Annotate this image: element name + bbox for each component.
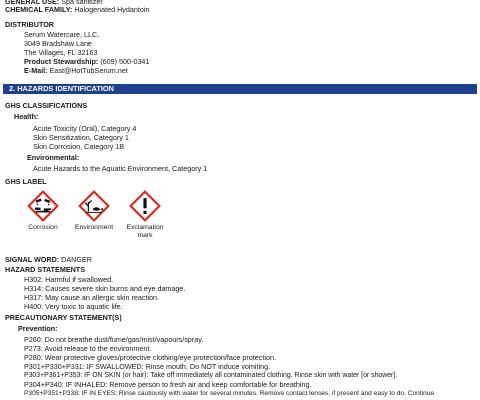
distributor-street: 3049 Bradshaw Lane bbox=[24, 39, 92, 48]
prevention-statement: P273: Avoid release to the environment. bbox=[24, 344, 152, 353]
prevention-statement: P301+P330+P331: IF SWALLOWED: Rinse mouth. Do NOT induce vomiting. bbox=[24, 362, 271, 371]
distributor-name: Serum Watercare, LLC. bbox=[24, 30, 100, 39]
prevention-statement: P260: Do not breathe dust/fume/gas/mist/vapours/spray. bbox=[24, 335, 204, 344]
general-use-value: Spa sanitizer bbox=[61, 0, 103, 6]
signal-word-line bbox=[5, 255, 92, 264]
corrosion-icon bbox=[27, 190, 59, 222]
product-stewardship-line bbox=[24, 57, 149, 66]
email-line bbox=[24, 66, 128, 75]
email-link[interactable]: East@HotTubSerum.net bbox=[49, 66, 128, 75]
pictogram-label: Environment bbox=[74, 224, 114, 231]
pictogram-exclamation bbox=[115, 190, 175, 240]
exclamation-icon bbox=[129, 190, 161, 222]
hazard-statement: H314: Causes severe skin burns and eye damage. bbox=[24, 284, 186, 293]
ghs-classifications-heading: GHS CLASSIFICATIONS bbox=[5, 101, 88, 110]
hazard-statement: H302: Harmful if swallowed. bbox=[24, 275, 114, 284]
distributor-heading: DISTRIBUTOR bbox=[5, 20, 54, 29]
prevention-statement: P280: Wear protective gloves/protective clothing/eye protection/face protection. bbox=[24, 353, 276, 362]
pictogram-label: Corrosion bbox=[28, 224, 58, 231]
product-stewardship-label: Product Stewardship: bbox=[24, 57, 99, 66]
chemical-family-line bbox=[5, 5, 149, 14]
hazard-statement: H317: May cause an allergic skin reaction. bbox=[24, 293, 160, 302]
pictogram-label-line2: mark bbox=[137, 232, 153, 239]
environment-icon bbox=[78, 190, 110, 222]
health-item: Skin Sensitization, Category 1 bbox=[33, 133, 129, 142]
health-item: Skin Corrosion, Category 1B bbox=[33, 142, 125, 151]
prevention-statement: P305+P351+P338: IF IN EYES: Rinse cautiously with water for several minutes. Remove contact lenses, if present and easy to do. Continue bbox=[24, 390, 435, 397]
product-stewardship-value: (609) 500-0341 bbox=[100, 57, 150, 66]
environmental-item: Acute Hazards to the Aquatic Environment, Category 1 bbox=[33, 164, 208, 173]
hazard-statements-heading: HAZARD STATEMENTS bbox=[5, 265, 85, 274]
pictogram-label: Exclamation bbox=[126, 224, 164, 231]
prevention-heading: Prevention: bbox=[18, 324, 58, 333]
general-use-label: GENERAL USE: bbox=[5, 0, 60, 6]
distributor-city: The Villages, FL 32163 bbox=[24, 48, 98, 57]
chemical-family-label: CHEMICAL FAMILY: bbox=[5, 5, 73, 14]
precautionary-heading: PRECAUTIONARY STATEMENT(S) bbox=[5, 313, 122, 322]
ghs-label-heading: GHS LABEL bbox=[5, 177, 47, 186]
email-label: E-Mail: bbox=[24, 66, 48, 75]
hazard-statement: H400: Very toxic to aquatic life. bbox=[24, 302, 123, 311]
environmental-heading: Environmental: bbox=[27, 153, 80, 162]
chemical-family-value: Halogenated Hydantoin bbox=[74, 5, 150, 14]
prevention-statement: P304+P340: IF INHALED: Remove person to fresh air and keep comfortable for breathing. bbox=[24, 380, 312, 389]
health-item: Acute Toxicity (Oral), Category 4 bbox=[33, 124, 137, 133]
signal-word-value: DANGER bbox=[61, 255, 92, 264]
signal-word-label: SIGNAL WORD: bbox=[5, 255, 60, 264]
prevention-statement: P303+P361+P353: IF ON SKIN (or hair): Take off immediately all contaminated clothing. Rinse skin with water [or shower]. bbox=[24, 372, 398, 379]
section-2-header: 2. HAZARDS IDENTIFICATION bbox=[3, 84, 477, 94]
health-heading: Health: bbox=[14, 112, 39, 121]
